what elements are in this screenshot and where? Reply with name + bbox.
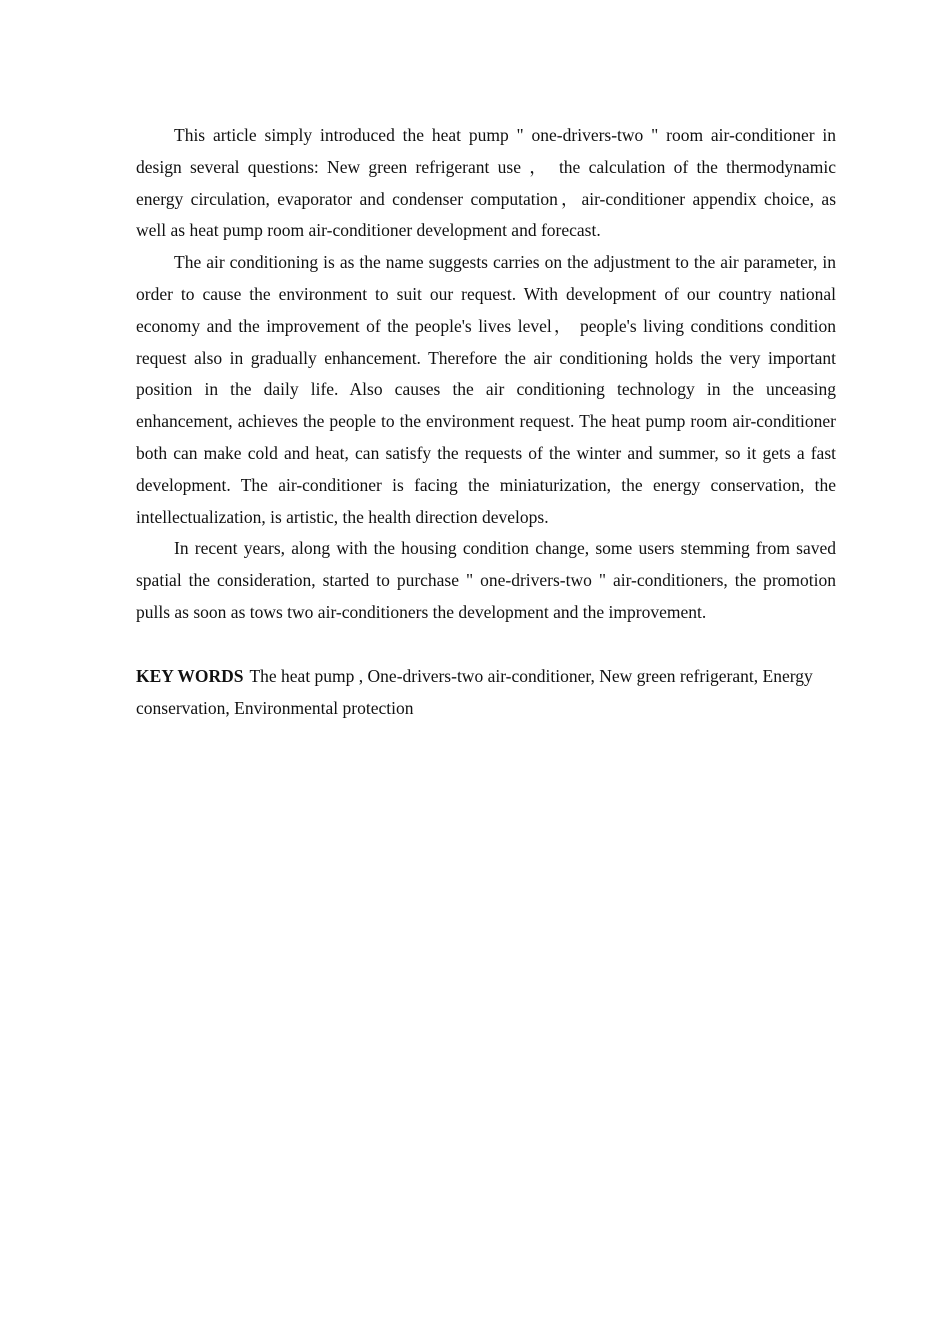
abstract-paragraph-2: The air conditioning is as the name suggests carries on the adjustment to the air parameter, in order to cause the environment to suit our request. With development of our country national economy and the improvement of the people's lives level， people's living conditions condition request also in gradually enhancement. Therefore the air conditioning holds the very important position in the daily life. Also causes the air conditioning technology in the unceasing enhancement, achieves the people to the environment request. The heat pump room air-conditioner both can make cold and heat, can satisfy the requests of the winter and summer, so it gets a fast development. The air-conditioner is facing the miniaturization, the energy conservation, the intellectualization, is artistic, the health direction develops.: [136, 252, 836, 527]
keywords-line: [136, 661, 836, 725]
abstract-paragraph-3: In recent years, along with the housing condition change, some users stemming from saved spatial the consideration, started to purchase " one-drivers-two " air-conditioners, the promotion pulls as soon as tows two air-conditioners the development and the improvement.: [136, 538, 836, 622]
abstract-paragraph-1: This article simply introduced the heat pump " one-drivers-two " room air-conditioner in design several questions: New green refrigerant use ， the calculation of the thermodynamic energy circulation, evaporator and condenser computation，air-conditioner appendix choice, as well as heat pump room air-conditioner development and forecast.: [136, 125, 836, 241]
abstract-body: [136, 120, 836, 724]
keywords-label: KEY WORDS: [136, 665, 244, 686]
keywords-text: The heat pump , One-drivers-two air-conditioner, New green refrigerant, Energy conservation, Environmental protection: [136, 665, 813, 718]
